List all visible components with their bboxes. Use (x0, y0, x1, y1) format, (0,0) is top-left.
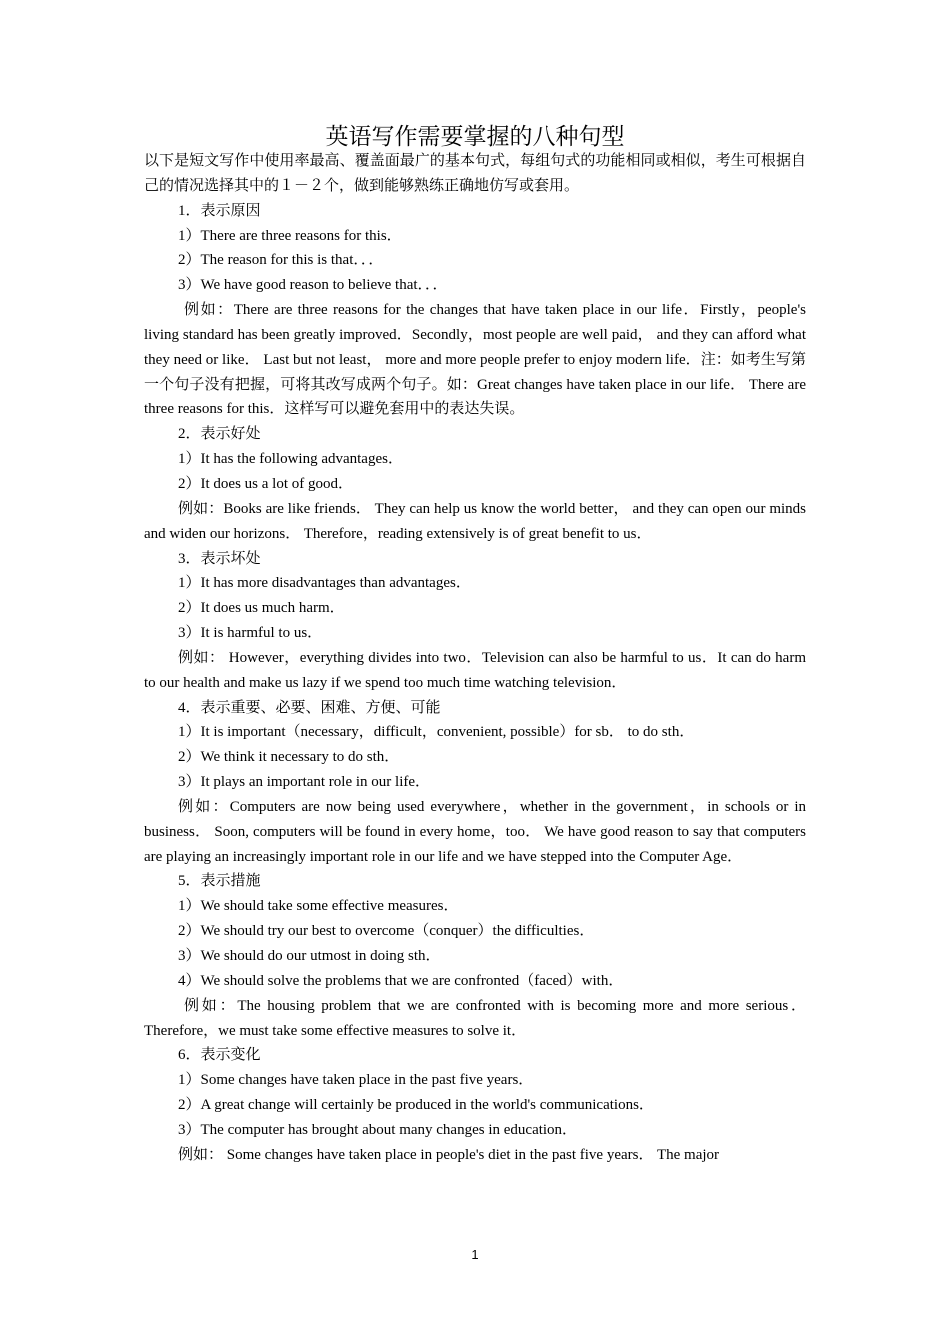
list-item: 3）We should do our utmost in doing sth． (178, 948, 441, 964)
list-item: 1）It has the following advantages． (178, 451, 403, 468)
example-paragraph: 例如：Computers are now being used everywhere，whether in the government，in schools or in business． Soon, computers will be found in every home，too． We have good reason to say that computers are playing an increasingly important role in our life and we have stepped into the Computer Age． (144, 798, 806, 865)
section-heading-importance: 4．表示重要、必要、困难、方便、可能 (178, 699, 441, 716)
list-item: 1）Some changes have taken place in the past five years． (178, 1072, 534, 1089)
list-item: 2）A great change will certainly be produced in the world's communications． (178, 1097, 654, 1114)
example-paragraph: 例如：The housing problem that we are confronted with is becoming more and more serious． Therefore，we must take some effective measures to solve it． (144, 997, 806, 1039)
list-item: 3）It is harmful to us． (178, 625, 323, 642)
example-paragraph: 例如：There are three reasons for the changes that have taken place in our life．Firstly，people's living standard has been greatly improved．Secondly，most people are well paid， and they can afford what they need or like． Last but not least， more and more people prefer to enjoy modern life．注：如考生写第一个句子没有把握，可将其改写成两个句子。如：Great changes have taken place in our life． There are three reasons for this．这样写可以避免套用中的表达失误。 (144, 302, 806, 418)
list-item: 2）It does us a lot of good． (178, 475, 353, 492)
list-item: 2）It does us much harm． (178, 600, 345, 617)
list-item: 2）We think it necessary to do sth． (178, 749, 400, 766)
list-item: 3）We have good reason to believe that．．． (178, 277, 448, 294)
list-item: 1）It is important（necessary，difficult，convenient, possible）for sb． to do sth． (178, 724, 695, 741)
intro-paragraph: 以下是短文写作中使用率最高、覆盖面最广的基本句式，每组句式的功能相同或相似，考生可根据自己的情况选择其中的１－２个，做到能够熟练正确地仿写或套用。 (144, 153, 806, 194)
section-heading-advantage: 2．表示好处 (178, 426, 261, 443)
section-heading-measures: 5．表示措施 (178, 873, 261, 890)
list-item: 1）There are three reasons for this． (178, 227, 402, 244)
section-heading-reason: 1．表示原因 (178, 202, 261, 219)
example-paragraph: 例如：Books are like friends． They can help us know the world better， and they can open our minds and widen our horizons． Therefore，reading extensively is of great benefit to us． (144, 500, 806, 542)
document-body (144, 149, 806, 1168)
section-heading-change: 6．表示变化 (178, 1047, 261, 1064)
list-item: 4）We should solve the problems that we are confronted（faced）with． (178, 972, 624, 989)
list-item: 3）It plays an important role in our life． (178, 774, 431, 791)
list-item: 3）The computer has brought about many changes in education． (178, 1121, 578, 1138)
list-item: 1）It has more disadvantages than advantages． (178, 575, 471, 592)
example-paragraph: 例如： However，everything divides into two．Television can also be harmful to us．It can do harm to our health and make us lazy if we spend too much time watching television． (144, 649, 806, 691)
list-item: 2）We should try our best to overcome（conquer）the difficulties． (178, 923, 595, 940)
page-title: 英语写作需要掌握的八种句型 (325, 124, 625, 150)
list-item: 2）The reason for this is that．．． (178, 252, 384, 269)
page-number: 1 (471, 1247, 479, 1262)
section-heading-disadvantage: 3．表示坏处 (178, 550, 261, 567)
example-paragraph: 例如： Some changes have taken place in people's diet in the past five years． The major (178, 1146, 720, 1163)
list-item: 1）We should take some effective measures． (178, 898, 459, 915)
